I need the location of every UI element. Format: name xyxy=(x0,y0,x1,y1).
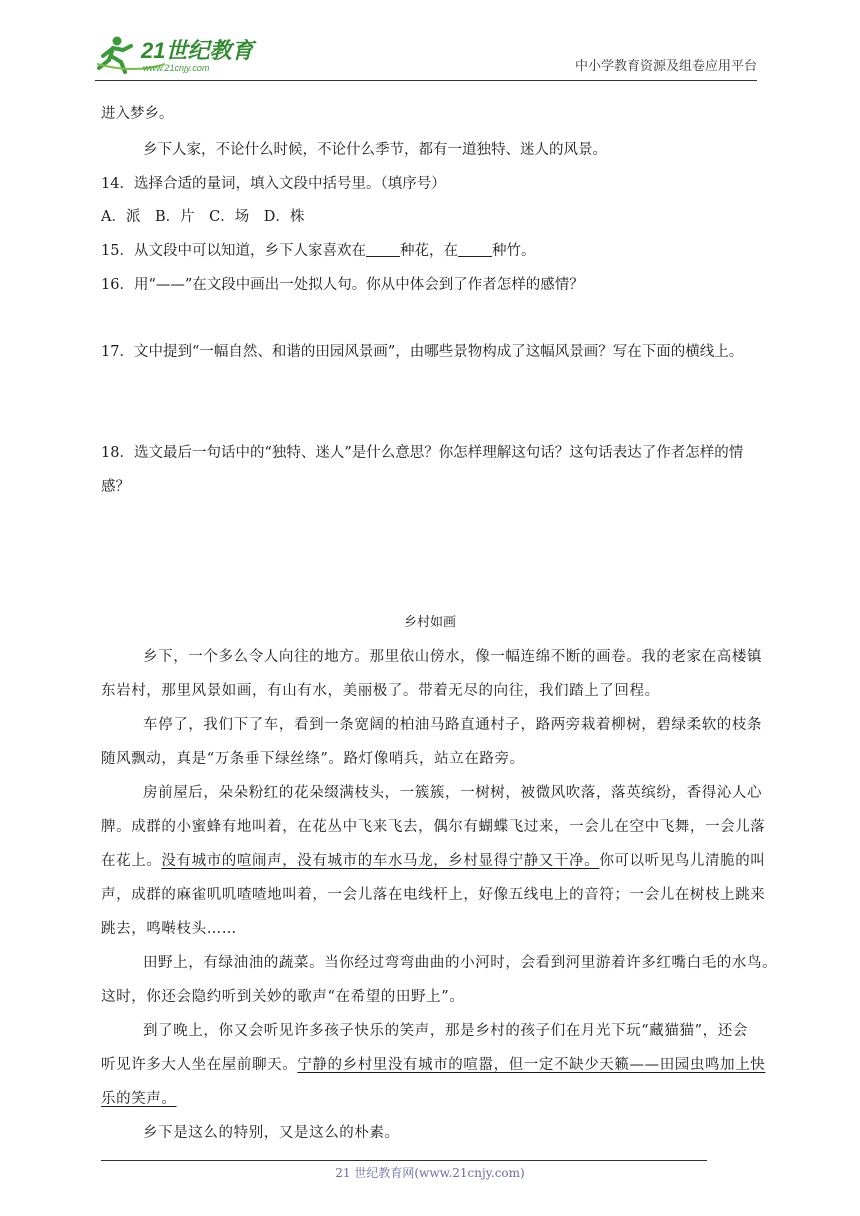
passage-line xyxy=(101,851,765,871)
question-14: 14．选择合适的量词，填入文段中括号里。（填序号） xyxy=(101,176,446,192)
passage-line: 随风飘动，真是“万条垂下绿丝绦”。路灯像哨兵，站立在路旁。 xyxy=(101,751,525,767)
question-15-part: 种花，在 xyxy=(399,243,458,259)
question-18: 18．选文最后一句话中的“独特、迷人”是什么意思？你怎样理解这句话？这句话表达了作者怎样的情 xyxy=(101,445,744,461)
passage-line: 脾。成群的小蜜蜂有地叫着，在花丛中飞来飞去，偶尔有蝴蝶飞过来，一会儿在空中飞舞，一会儿落 xyxy=(101,819,766,835)
passage-line: 声，成群的麻雀叽叽喳喳地叫着，一会儿落在电线杆上，好像五线电上的音符；一会儿在树枝上跳来 xyxy=(101,887,766,903)
question-15-part: 15．从文段中可以知道，乡下人家喜欢在 xyxy=(101,243,366,259)
passage-text: 听见许多大人坐在屋前聊天。 xyxy=(101,1057,298,1073)
underlined-sentence: 没有城市的喧闹声，没有城市的车水马龙，乡村显得宁静又干净。 xyxy=(161,853,600,869)
logo-21cnjy xyxy=(95,34,265,76)
underlined-sentence: 乐的笑声。 xyxy=(101,1091,177,1107)
answer-blank[interactable] xyxy=(366,242,400,257)
footer-text: 21 世纪教育网(www.21cnjy.com) xyxy=(335,1166,525,1180)
passage-line: 房前屋后，朵朵粉红的花朵缀满枝头，一簇簇，一树树，被微风吹落，落英缤纷，香得沁人心 xyxy=(143,785,763,801)
question-15-part: 种竹。 xyxy=(491,243,536,259)
passage-line xyxy=(101,1055,765,1075)
page-header xyxy=(95,30,757,81)
passage-line: 东岩村，那里风景如画，有山有水，美丽极了。带着无尽的向往，我们踏上了回程。 xyxy=(101,683,660,699)
passage-line: 跳去，鸣啭枝头…… xyxy=(101,921,237,937)
passage-text: 你可以听见鸟儿清脆的叫 xyxy=(599,853,766,869)
passage-line: 到了晚上，你又会听见许多孩子快乐的笑声，那是乡村的孩子们在月光下玩“藏猫猫”，还会 xyxy=(143,1023,748,1039)
passage-title: 乡村如画 xyxy=(403,615,456,630)
question-15 xyxy=(101,241,535,261)
passage-line xyxy=(101,1089,177,1109)
passage-line: 这时，你还会隐约听到关妙的歌声“在希望的田野上”。 xyxy=(101,989,465,1005)
text-line: 进入梦乡。 xyxy=(101,106,174,122)
passage-text: 在花上。 xyxy=(101,853,162,869)
text-line: 乡下人家，不论什么时候，不论什么季节，都有一道独特、迷人的风景。 xyxy=(143,142,607,158)
passage-line: 田野上，有绿油油的蔬菜。当你经过弯弯曲曲的小河时，会看到河里游着许多红嘴白毛的水鸟。 xyxy=(143,955,778,971)
logo-url: www.21cnjy.com xyxy=(143,63,210,73)
site-name: 中小学教育资源及组卷应用平台 xyxy=(574,59,757,74)
passage-line: 乡下是这么的特别，又是这么的朴素。 xyxy=(143,1125,400,1141)
question-17: 17．文中提到“一幅自然、和谐的田园风景画”，由哪些景物构成了这幅风景画？写在下面的横线上。 xyxy=(101,344,744,360)
underlined-sentence: 宁静的乡村里没有城市的喧嚣，但一定不缺少天籁——田园虫鸣加上快 xyxy=(297,1057,766,1073)
passage-line: 车停了，我们下了车，看到一条宽阔的柏油马路直通村子，路两旁栽着柳树，碧绿柔软的枝条 xyxy=(143,717,763,733)
footer-divider xyxy=(101,1160,707,1161)
question-18-cont: 感？ xyxy=(101,479,130,495)
question-16: 16．用“——”在文段中画出一处拟人句。你从中体会到了作者怎样的感情？ xyxy=(101,277,584,293)
passage-line: 乡下，一个多么令人向往的地方。那里依山傍水，像一幅连绵不断的画卷。我的老家在高楼镇 xyxy=(143,649,763,665)
logo-text: 21世纪教育 xyxy=(141,38,254,63)
question-14-options: A．派 B．片 C．场 D．株 xyxy=(101,209,305,225)
answer-blank[interactable] xyxy=(458,242,492,257)
